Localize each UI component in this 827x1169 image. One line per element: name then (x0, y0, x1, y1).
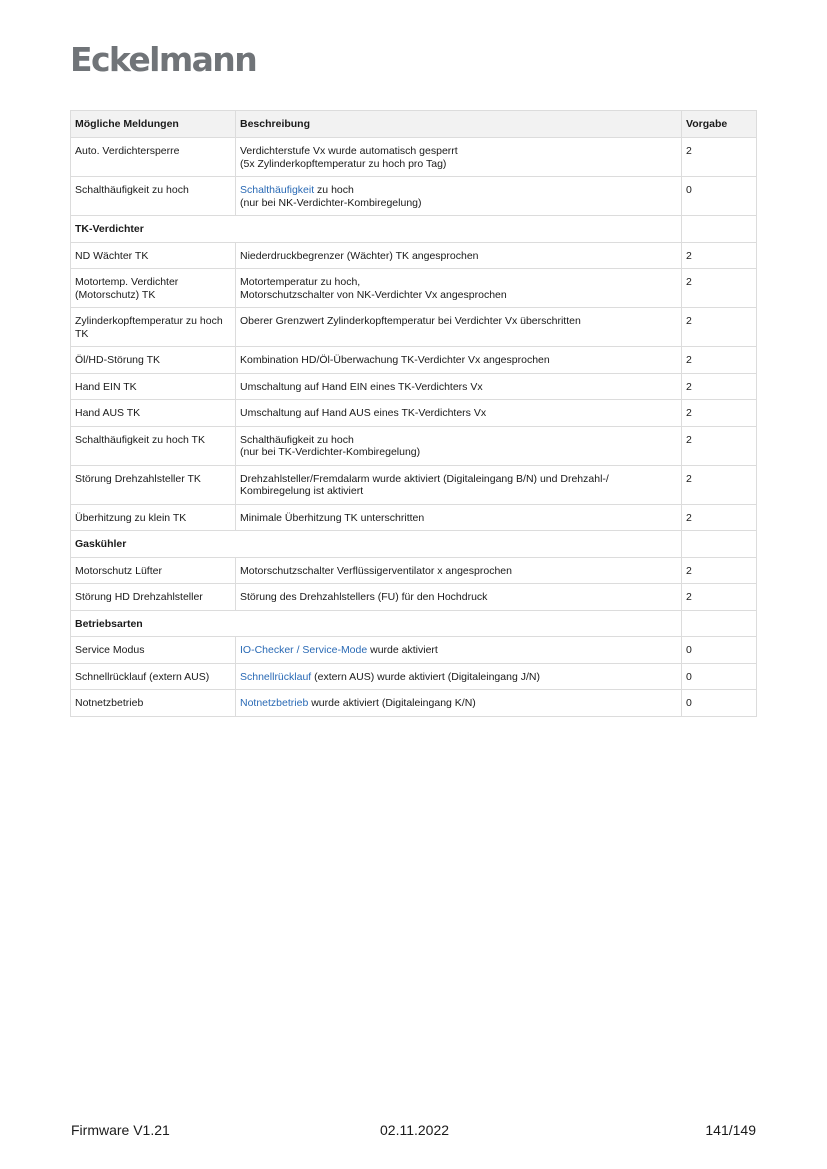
description-text: Niederdruckbegrenzer (Wächter) TK angesprochen (240, 249, 479, 262)
description-text: zu hoch (314, 184, 354, 196)
table-row (71, 663, 757, 690)
table-header-row (71, 111, 757, 138)
message-name: Hand EIN TK (71, 373, 236, 400)
company-logo: Eckelmann (70, 40, 257, 79)
description-text: Minimale Überhitzung TK unterschritten (240, 511, 425, 524)
description-text: Kombination HD/Öl-Überwachung TK-Verdichter Vx angesprochen (240, 354, 550, 366)
table-row (71, 504, 757, 531)
message-name: Störung HD Drehzahlsteller (71, 584, 236, 611)
message-name: Hand AUS TK (71, 400, 236, 427)
section-empty-cell (682, 531, 757, 558)
section-empty-cell (682, 610, 757, 637)
message-name: ND Wächter TK (71, 242, 236, 269)
message-description (236, 690, 682, 717)
default-value: 2 (682, 373, 757, 400)
footer-page-number: 141/149 (705, 1122, 756, 1138)
description-text: Verdichterstufe Vx wurde automatisch gesperrt (240, 145, 458, 157)
description-line (240, 407, 677, 420)
description-line (240, 671, 677, 684)
message-name: Schalthäufigkeit zu hoch TK (71, 426, 236, 465)
message-description (236, 269, 682, 308)
message-name: Motorschutz Lüfter (71, 557, 236, 584)
footer-date: 02.11.2022 (380, 1122, 450, 1138)
description-link[interactable]: Schalthäufigkeit (240, 184, 315, 196)
message-name: Öl/HD-Störung TK (71, 347, 236, 374)
section-empty-cell (682, 216, 757, 243)
table-body (71, 138, 757, 717)
table-row (71, 373, 757, 400)
message-description (236, 465, 682, 504)
column-header-description: Beschreibung (236, 111, 682, 138)
description-line (240, 697, 677, 710)
description-text: (extern AUS) wurde aktiviert (Digitaleingang J/N) (311, 670, 540, 683)
table-row (71, 584, 757, 611)
message-description (236, 557, 682, 584)
description-line (240, 644, 677, 657)
column-header-messages: Mögliche Meldungen (71, 111, 236, 138)
message-description (236, 308, 682, 347)
section-row (71, 610, 757, 637)
description-line (240, 184, 677, 197)
description-line-2: Motorschutzschalter von NK-Verdichter Vx angesprochen (240, 288, 507, 301)
message-name: Service Modus (71, 637, 236, 664)
table-row (71, 637, 757, 664)
message-description (236, 400, 682, 427)
description-link[interactable]: IO-Checker / Service-Mode (240, 644, 368, 656)
description-text: Störung des Drehzahlstellers (FU) für den Hochdruck (240, 591, 488, 603)
message-name: Schalthäufigkeit zu hoch (71, 177, 236, 216)
default-value: 0 (682, 690, 757, 717)
default-value: 2 (682, 584, 757, 611)
default-value: 2 (682, 504, 757, 531)
description-line-2: Kombiregelung ist aktiviert (240, 485, 364, 497)
table-row (71, 400, 757, 427)
description-text: Motorschutzschalter Verflüssigerventilator x angesprochen (240, 564, 512, 577)
description-line (240, 434, 677, 447)
footer-firmware: Firmware V1.21 (71, 1122, 170, 1138)
table-row (71, 308, 757, 347)
default-value: 2 (682, 426, 757, 465)
default-value: 2 (682, 242, 757, 269)
default-value: 0 (682, 663, 757, 690)
description-line (240, 381, 677, 394)
column-header-default: Vorgabe (682, 111, 757, 138)
table-row (71, 426, 757, 465)
description-line (240, 354, 677, 367)
default-value: 2 (682, 557, 757, 584)
table-row (71, 465, 757, 504)
section-title: Betriebsarten (71, 610, 682, 637)
message-description (236, 504, 682, 531)
description-line-2: (nur bei TK-Verdichter-Kombiregelung) (240, 446, 421, 458)
default-value: 2 (682, 269, 757, 308)
default-value: 0 (682, 177, 757, 216)
description-text: Drehzahlsteller/Fremdalarm wurde aktiviert (Digitaleingang B/N) und Drehzahl-/ (240, 472, 609, 485)
table-row (71, 690, 757, 717)
description-line (240, 145, 677, 158)
message-description (236, 347, 682, 374)
description-text: Umschaltung auf Hand AUS eines TK-Verdichters Vx (240, 407, 487, 419)
description-line (240, 591, 677, 604)
section-title: Gaskühler (71, 531, 682, 558)
messages-table (70, 110, 757, 717)
table-row (71, 138, 757, 177)
message-description (236, 426, 682, 465)
table-row (71, 269, 757, 308)
message-description (236, 177, 682, 216)
message-name: Zylinderkopftemperatur zu hoch TK (71, 308, 236, 347)
default-value: 2 (682, 465, 757, 504)
description-line (240, 250, 677, 263)
table-row (71, 347, 757, 374)
table-row (71, 242, 757, 269)
message-description (236, 663, 682, 690)
description-text: Oberer Grenzwert Zylinderkopftemperatur bei Verdichter Vx überschritten (240, 315, 581, 327)
description-line (240, 565, 677, 578)
default-value: 2 (682, 308, 757, 347)
message-name: Notnetzbetrieb (71, 690, 236, 717)
description-link[interactable]: Notnetzbetrieb (240, 697, 309, 709)
section-row (71, 531, 757, 558)
description-line (240, 315, 677, 328)
description-text: wurde aktiviert (Digitaleingang K/N) (308, 697, 476, 709)
description-link[interactable]: Schnellrücklauf (240, 670, 312, 683)
table-row (71, 557, 757, 584)
message-name: Überhitzung zu klein TK (71, 504, 236, 531)
default-value: 0 (682, 637, 757, 664)
message-name: Störung Drehzahlsteller TK (71, 465, 236, 504)
section-title: TK-Verdichter (71, 216, 682, 243)
description-line-2: (5x Zylinderkopftemperatur zu hoch pro Tag) (240, 157, 447, 170)
message-description (236, 584, 682, 611)
default-value: 2 (682, 400, 757, 427)
description-text: Motortemperatur zu hoch, (240, 276, 361, 288)
description-text: Schalthäufigkeit zu hoch (240, 433, 354, 446)
description-line (240, 473, 677, 486)
default-value: 2 (682, 347, 757, 374)
message-description (236, 637, 682, 664)
message-description (236, 242, 682, 269)
table-row (71, 177, 757, 216)
section-row (71, 216, 757, 243)
message-name: Auto. Verdichtersperre (71, 138, 236, 177)
default-value: 2 (682, 138, 757, 177)
description-text: Umschaltung auf Hand EIN eines TK-Verdichters Vx (240, 380, 483, 393)
message-description (236, 138, 682, 177)
message-description (236, 373, 682, 400)
message-name: Motortemp. Verdichter (Motorschutz) TK (71, 269, 236, 308)
description-line-2: (nur bei NK-Verdichter-Kombiregelung) (240, 196, 422, 209)
description-line (240, 276, 677, 289)
message-name: Schnellrücklauf (extern AUS) (71, 663, 236, 690)
description-text: wurde aktiviert (367, 644, 438, 656)
description-line (240, 512, 677, 525)
